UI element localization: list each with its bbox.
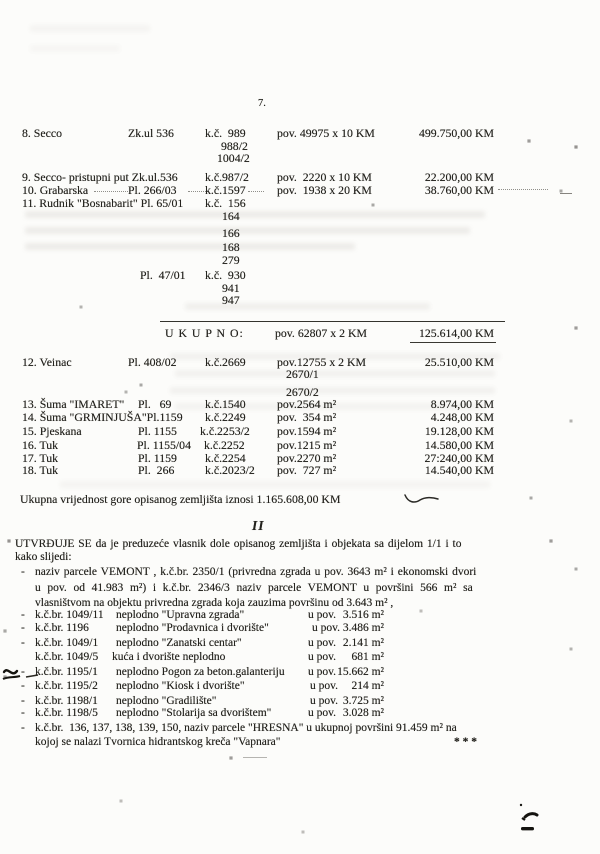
vemont-item-line [0, 581, 600, 596]
area-value: 3.028 m² [342, 707, 384, 719]
cadastral-no: k.č.1540 [205, 397, 246, 411]
cadastral-ref: k.č.br. 1049/5 [35, 651, 99, 663]
cadastral-no: k.č. 156 [205, 196, 246, 210]
cadastral-ref: k.č.br. 1049/1 [35, 637, 99, 649]
bleedthrough-smudge [30, 25, 150, 32]
parcel-row-15 [0, 424, 600, 439]
cadastral-no: k.č.2669 [205, 355, 246, 369]
cadastral-no: 1004/2 [217, 151, 250, 165]
bleedthrough-smudge [60, 481, 490, 488]
intro-paragraph-line [0, 550, 600, 565]
plot-ref: Pl. 47/01 [140, 268, 186, 282]
amount: 14.580,00 KM [424, 438, 494, 452]
hresna-text: k.č.br. 136, 137, 138, 139, 150, naziv parcele "HRESNA" u ukupnoj površini 91.459 m² na [35, 722, 457, 734]
scan-dash-artifact [560, 193, 572, 194]
area-value: 2.141 m² [342, 637, 384, 649]
land-item-row [0, 679, 600, 694]
item-description: neplodno "Prodavnica i dvorište" [116, 622, 269, 634]
parcel-row-18 [0, 463, 600, 478]
area-calculation: pov. 354 m² [277, 410, 337, 424]
parcel-name: 12. Veinac [22, 355, 72, 369]
cadastral-ref: k.č.br. 1196 [35, 622, 89, 634]
cadastral-no: k.č.2253/2 [200, 424, 250, 438]
parcel-subrow [0, 367, 600, 382]
item-description: neplodno "Zanatski centar" [116, 637, 242, 649]
area-label: u pov. [310, 695, 339, 707]
parcel-name: 8. Secco [22, 126, 62, 140]
scan-dash-artifact [243, 757, 267, 758]
cadastral-no: 947 [222, 293, 240, 307]
cadastral-ref: k.č.br. 1195/2 [35, 680, 98, 692]
parcel-name: 16. Tuk [22, 438, 59, 452]
amount: 499.750,00 KM [418, 126, 494, 140]
area-value: 3.725 m² [342, 695, 384, 707]
cadastral-no: k.č.2249 [205, 410, 246, 424]
bullet-dash: - [21, 722, 25, 734]
area-calculation: pov.2270 m² [277, 451, 337, 465]
parcel-subrow [0, 253, 600, 268]
plot-ref: Pl. 1155 [138, 424, 177, 438]
parcel-name: 15. Pjeskana [22, 424, 82, 438]
area-calculation: pov. 727 m² [277, 463, 337, 477]
parcel-name: 9. Secco- pristupni put Zk.ul.536 [22, 170, 178, 184]
parcel-subrow [0, 209, 600, 224]
scan-dotted-artifact [498, 189, 548, 190]
bullet-dash: - [21, 566, 25, 578]
handwritten-scribble [0, 664, 44, 688]
parcel-subrow [0, 226, 600, 241]
cadastral-no: k.č.987/2 [205, 170, 249, 184]
cadastral-no: 279 [222, 253, 240, 267]
area-label: u pov. [308, 637, 337, 649]
scan-noise-specks [0, 0, 2, 2]
grand-total-text: Ukupna vrijednost gore opisanog zemljišta iznosi 1.165.608,00 KM [20, 492, 341, 506]
subtotal-label: U K U P N O: [165, 326, 244, 340]
parcel-subrow [0, 293, 600, 308]
parcel-subrow [0, 151, 600, 166]
cadastral-no: 2670/2 [286, 385, 319, 399]
page-number: 7. [258, 98, 266, 109]
cadastral-ref: k.č.br. 1195/1 [35, 666, 98, 678]
area-label: u pov. [310, 680, 339, 692]
plot-ref: Pl. 266 [138, 463, 175, 477]
vemont-item-line [0, 565, 600, 580]
cadastral-ref: k.č.br. 1198/5 [35, 707, 98, 719]
intro-text: UTVRĐUJE SE da je preduzeće vlasnik dole opisanog zemljišta i objekata sa dijelom 1/1 i to [15, 538, 462, 550]
area-calculation: pov.1215 m² [277, 438, 337, 452]
bullet-dash: - [21, 680, 25, 692]
handwritten-check-mark [402, 491, 442, 507]
plot-ref: Pl. 1155/04 [137, 438, 191, 452]
grand-total-line [0, 492, 600, 507]
scan-dotted-artifact [248, 191, 264, 192]
area-calculation: pov. 49975 x 10 KM [277, 126, 375, 140]
area-calculation: pov. 1938 x 20 KM [277, 183, 372, 197]
cadastral-no: k.č.2023/2 [205, 463, 255, 477]
item-description: neplodno "Kiosk i dvorište" [116, 680, 245, 692]
cadastral-no: 988/2 [221, 139, 248, 153]
plot-ref: Pl. 1159 [138, 451, 177, 465]
bullet-dash: - [21, 622, 25, 634]
amount: 19.128,00 KM [424, 424, 494, 438]
parcel-name: 17. Tuk [22, 451, 59, 465]
bullet-dash: - [21, 707, 25, 719]
subtotal-amount: 125.614,00 KM [418, 326, 494, 340]
parcel-name: 10. Grabarska [22, 183, 89, 197]
plot-ref: Pl. 408/02 [128, 355, 177, 369]
hresna-text: kojoj se nalazi Tvornica hidrantskog kreča "Vapnara" [35, 736, 281, 748]
area-label: u pov. [312, 622, 341, 634]
section-heading: II [252, 518, 265, 533]
item-description: neplodno "Stolarija sa dvorištem" [116, 707, 272, 719]
area-calculation: pov.1594 m² [277, 424, 337, 438]
vemont-text: u pov. od 41.983 m²) i k.č.br. 2346/3 naziv parcele VEMONT u površini 566 m² sa [35, 582, 473, 594]
bullet-dash: - [21, 609, 25, 621]
bullet-dash: - [21, 695, 25, 707]
amount-underline [410, 342, 496, 343]
cadastral-no: 164 [222, 209, 240, 223]
land-item-row [0, 706, 600, 721]
cadastral-no: k.č.1597 [205, 183, 246, 197]
intro-text: kako slijedi: [15, 551, 72, 563]
amount: 25.510,00 KM [424, 355, 494, 369]
area-calculation: pov.12755 x 2 KM [277, 355, 367, 369]
area-calculation: pov.2564 m² [277, 397, 337, 411]
item-description: kuća i dvorište neplodno [112, 651, 226, 663]
scan-dotted-artifact [94, 191, 128, 192]
cadastral-no: k.č. 989 [205, 126, 246, 140]
bullet-dash: - [21, 666, 25, 678]
area-value: 681 m² [351, 651, 384, 663]
area-calculation: pov. 2220 x 10 KM [277, 170, 372, 184]
area-label: u pov. [308, 666, 337, 678]
total-rule-line [160, 321, 505, 322]
amount: 4.248,00 KM [430, 410, 494, 424]
amount: 8.974,00 KM [430, 397, 494, 411]
footnote-stars: * * * [454, 736, 477, 748]
cadastral-no: 168 [222, 240, 240, 254]
plot-ref: Zk.ul 536 [128, 126, 174, 140]
cadastral-no: k.č. 930 [205, 268, 246, 282]
parcel-name: 13. Šuma "IMARET" [22, 397, 125, 411]
vemont-text: vlasništvom na objektu privredna zgrada koja zauzima površinu od 3.643 m² , [35, 597, 394, 609]
plot-ref: Pl. 266/03 [128, 183, 177, 197]
cadastral-no: 941 [222, 281, 240, 295]
bleedthrough-smudge [30, 45, 120, 52]
land-item-row [0, 636, 600, 651]
land-item-row [0, 665, 600, 680]
amount: 38.760,00 KM [424, 183, 494, 197]
area-label: u pov. [308, 707, 337, 719]
cadastral-ref: k.č.br. 1049/11 [35, 609, 104, 621]
area-label: u pov. [308, 651, 337, 663]
item-description: neplodno "Upravna zgrada" [116, 609, 245, 621]
hresna-item-line [0, 721, 600, 736]
parcel-row-14 [0, 410, 600, 425]
area-value: 3.516 m² [342, 609, 384, 621]
vemont-text: naziv parcele VEMONT , k.č.br. 2350/1 (privredna zgrada u pov. 3643 m² i ekonomski dvori [35, 566, 477, 578]
ink-specks [508, 796, 544, 836]
subtotal-row [0, 326, 600, 341]
area-calculation: pov. 62807 x 2 KM [275, 326, 367, 340]
item-description: neplodno Pogon za beton.galanteriju [116, 666, 285, 678]
amount: 14.540,00 KM [424, 463, 494, 477]
parcel-name: 18. Tuk [22, 463, 59, 477]
area-value: 214 m² [351, 680, 384, 692]
parcel-name: 14. Šuma "GRMINJUŠA"Pl.1159 [22, 410, 183, 424]
bullet-dash: - [21, 637, 25, 649]
plot-ref: Pl. 69 [138, 397, 172, 411]
cadastral-ref: k.č.br. 1198/1 [35, 695, 98, 707]
parcel-name: 11. Rudnik "Bosnabarit" Pl. 65/01 [22, 196, 184, 210]
item-description: neplodno "Gradilište" [116, 695, 217, 707]
cadastral-no: 2670/1 [286, 367, 319, 381]
area-label: u pov. [308, 609, 337, 621]
hresna-item-line [0, 735, 600, 750]
cadastral-no: k.č.2252 [204, 438, 245, 452]
cadastral-no: k.č.2254 [205, 451, 246, 465]
area-value: 3.486 m² [342, 622, 384, 634]
amount: 22.200,00 KM [424, 170, 494, 184]
cadastral-no: 166 [222, 226, 240, 240]
area-value: 15.662 m² [337, 666, 384, 678]
land-item-row [0, 650, 600, 665]
land-item-row [0, 621, 600, 636]
amount: 27:240,00 KM [424, 451, 494, 465]
scan-dotted-artifact [188, 191, 208, 192]
